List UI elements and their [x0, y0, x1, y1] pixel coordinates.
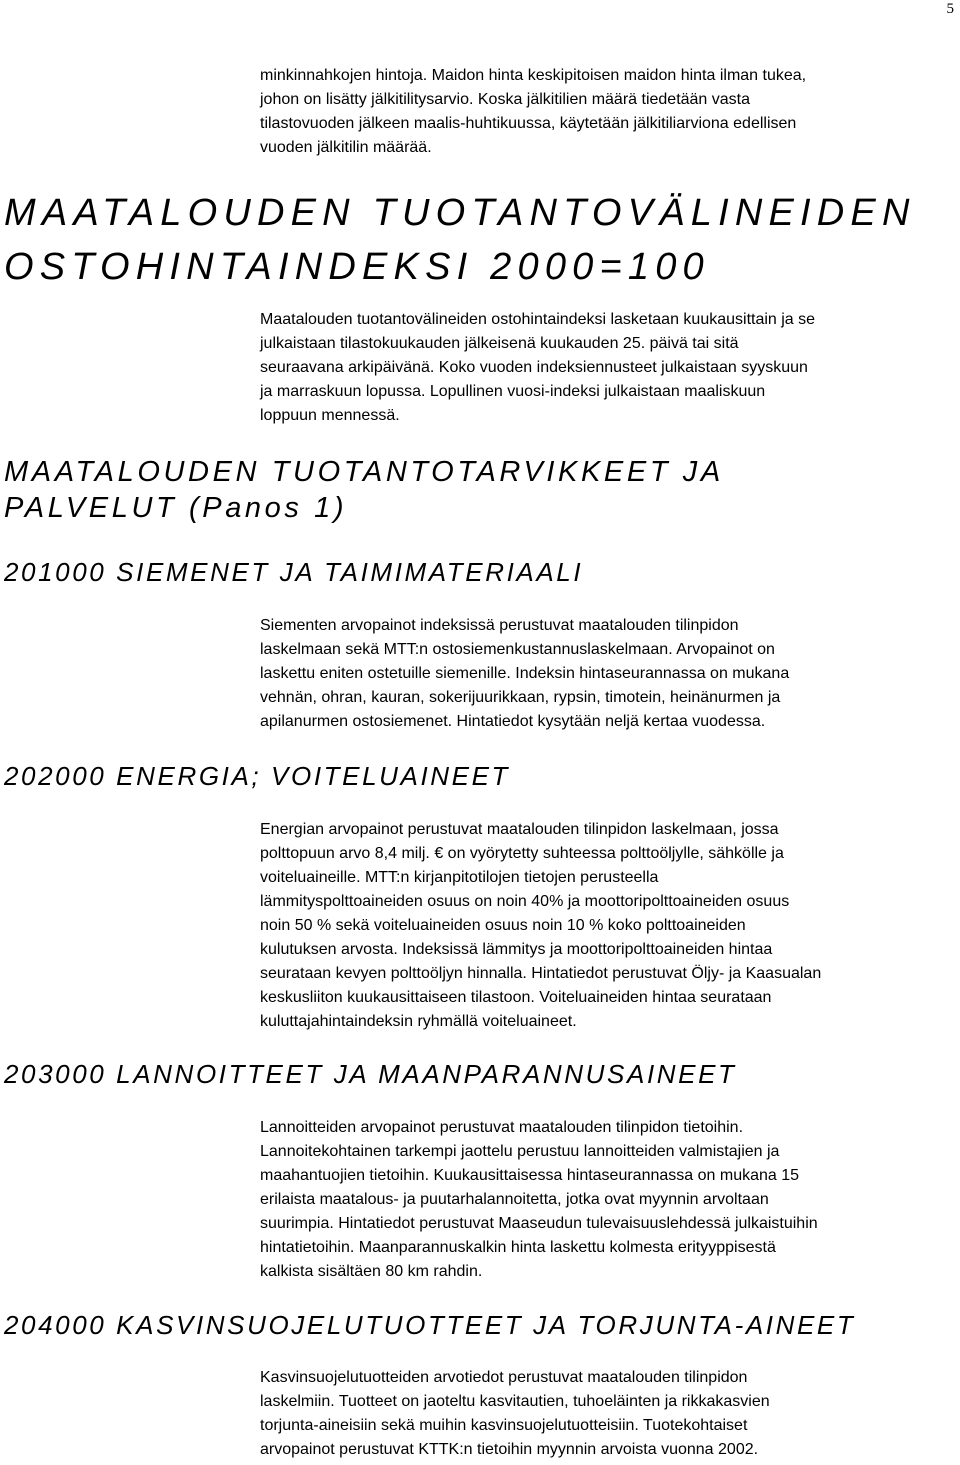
text-line: maahantuojien tietoihin. Kuukausittaisessa hintaseurannassa on mukana 15: [260, 1167, 800, 1184]
index-paragraph: [260, 308, 960, 428]
heading-line: MAATALOUDEN TUOTANTOTARVIKKEET JA: [4, 456, 724, 488]
text-line: suurimpia. Hintatiedot perustuvat Maaseudun tulevaisuuslehdessä julkaistuihin: [260, 1215, 818, 1232]
text-line: johon on lisätty jälkitilitysarvio. Koska jälkitilien määrä tiedetään vasta: [260, 91, 751, 108]
text-line: seurataan kevyen polttoöljyn hinnalla. Hintatiedot perustuvat Öljy- ja Kaasualan: [260, 965, 822, 982]
text-line: laskettu eniten ostetuille siemenille. Indeksin hintaseurannassa on mukana: [260, 665, 790, 682]
text-line: noin 50 % sekä voiteluaineiden osuus noin 10 % koko polttoaineiden: [260, 917, 746, 934]
text-line: erilaista maatalous- ja puutarhalannoitetta, jotka ovat myynnin arvoltaan: [260, 1191, 769, 1208]
inputs-heading: [4, 454, 724, 526]
text-line: Siementen arvopainot indeksissä perustuvat maatalouden tilinpidon: [260, 617, 739, 634]
section-heading-203000: 203000 LANNOITTEET JA MAANPARANNUSAINEET: [4, 1059, 737, 1089]
text-line: kulutuksen arvosta. Indeksissä lämmitys ja moottoripolttoaineiden hintaa: [260, 941, 773, 958]
intro-paragraph: [260, 64, 960, 160]
text-line: Kasvinsuojelutuotteiden arvotiedot perustuvat maatalouden tilinpidon: [260, 1369, 748, 1386]
text-line: lämmityspolttoaineiden osuus on noin 40% ja moottoripolttoaineiden osuus: [260, 893, 790, 910]
text-line: kalkista sisältäen 80 km rahdin.: [260, 1263, 483, 1280]
text-line: vehnän, ohran, kauran, sokerijuurikkaan, rypsin, timotein, heinänurmen ja: [260, 689, 781, 706]
text-line: Energian arvopainot perustuvat maatalouden tilinpidon laskelmaan, jossa: [260, 821, 779, 838]
section-heading-204000: 204000 KASVINSUOJELUTUOTTEET JA TORJUNTA-AINEET: [4, 1310, 856, 1340]
text-line: vuoden jälkitilin määrää.: [260, 139, 432, 156]
text-line: loppuun mennessä.: [260, 407, 400, 424]
text-line: julkaistaan tilastokuukauden jälkeisenä kuukauden 25. päivä tai sitä: [260, 335, 739, 352]
text-line: minkinnahkojen hintoja. Maidon hinta keskipitoisen maidon hinta ilman tukea,: [260, 67, 807, 84]
heading-line: MAATALOUDEN TUOTANTOVÄLINEIDEN: [4, 192, 916, 234]
text-line: tilastovuoden jälkeen maalis-huhtikuussa, käytetään jälkitiliarviona edellisen: [260, 115, 797, 132]
text-line: polttopuun arvo 8,4 milj. € on vyörytetty suhteessa polttoöljylle, sähkölle ja: [260, 845, 784, 862]
text-line: Lannoitteiden arvopainot perustuvat maatalouden tilinpidon tietoihin.: [260, 1119, 744, 1136]
section-paragraph-204000: [260, 1366, 960, 1462]
section-heading-202000: 202000 ENERGIA; VOITELUAINEET: [4, 761, 511, 791]
heading-line: OSTOHINTAINDEKSI 2000=100: [4, 246, 710, 288]
text-line: Maatalouden tuotantovälineiden ostohintaindeksi lasketaan kuukausittain ja se: [260, 311, 816, 328]
text-line: torjunta-aineisiin sekä muihin kasvinsuojelutuotteisiin. Tuotekohtaiset: [260, 1417, 748, 1434]
section-paragraph-201000: [260, 614, 960, 734]
page-number: 5: [946, 1, 954, 17]
text-line: voiteluaineille. MTT:n kirjanpitotilojen tietojen perusteella: [260, 869, 659, 886]
text-line: kuluttajahintaindeksin ryhmällä voiteluaineet.: [260, 1013, 577, 1030]
section-paragraph-202000: [260, 818, 960, 1034]
section-heading-201000: 201000 SIEMENET JA TAIMIMATERIAALI: [4, 557, 584, 587]
text-line: Lannoitekohtainen tarkempi jaottelu perustuu lannoitteiden valmistajien ja: [260, 1143, 780, 1160]
section-paragraph-203000: [260, 1116, 960, 1284]
text-line: hintatietoihin. Maanparannuskalkin hinta laskettu kolmesta erityyppisestä: [260, 1239, 776, 1256]
text-line: ja marraskuun lopussa. Lopullinen vuosi-indeksi julkaistaan maaliskuun: [260, 383, 766, 400]
text-line: apilanurmen ostosiemenet. Hintatiedot kysytään neljä kertaa vuodessa.: [260, 713, 766, 730]
text-line: laskelmaan sekä MTT:n ostosiemenkustannuslaskelmaan. Arvopainot on: [260, 641, 775, 658]
heading-line: PALVELUT (Panos 1): [4, 492, 348, 524]
text-line: seuraavana arkipäivänä. Koko vuoden indeksiennusteet julkaistaan syyskuun: [260, 359, 808, 376]
text-line: laskelmiin. Tuotteet on jaoteltu kasvitautien, tuhoeläinten ja rikkakasvien: [260, 1393, 770, 1410]
index-heading: [4, 186, 916, 294]
text-line: keskusliiton kuukausittaiseen tilastoon. Voiteluaineiden hintaa seurataan: [260, 989, 772, 1006]
text-line: arvopainot perustuvat KTTK:n tietoihin myynnin arvoista vuonna 2002.: [260, 1441, 759, 1458]
